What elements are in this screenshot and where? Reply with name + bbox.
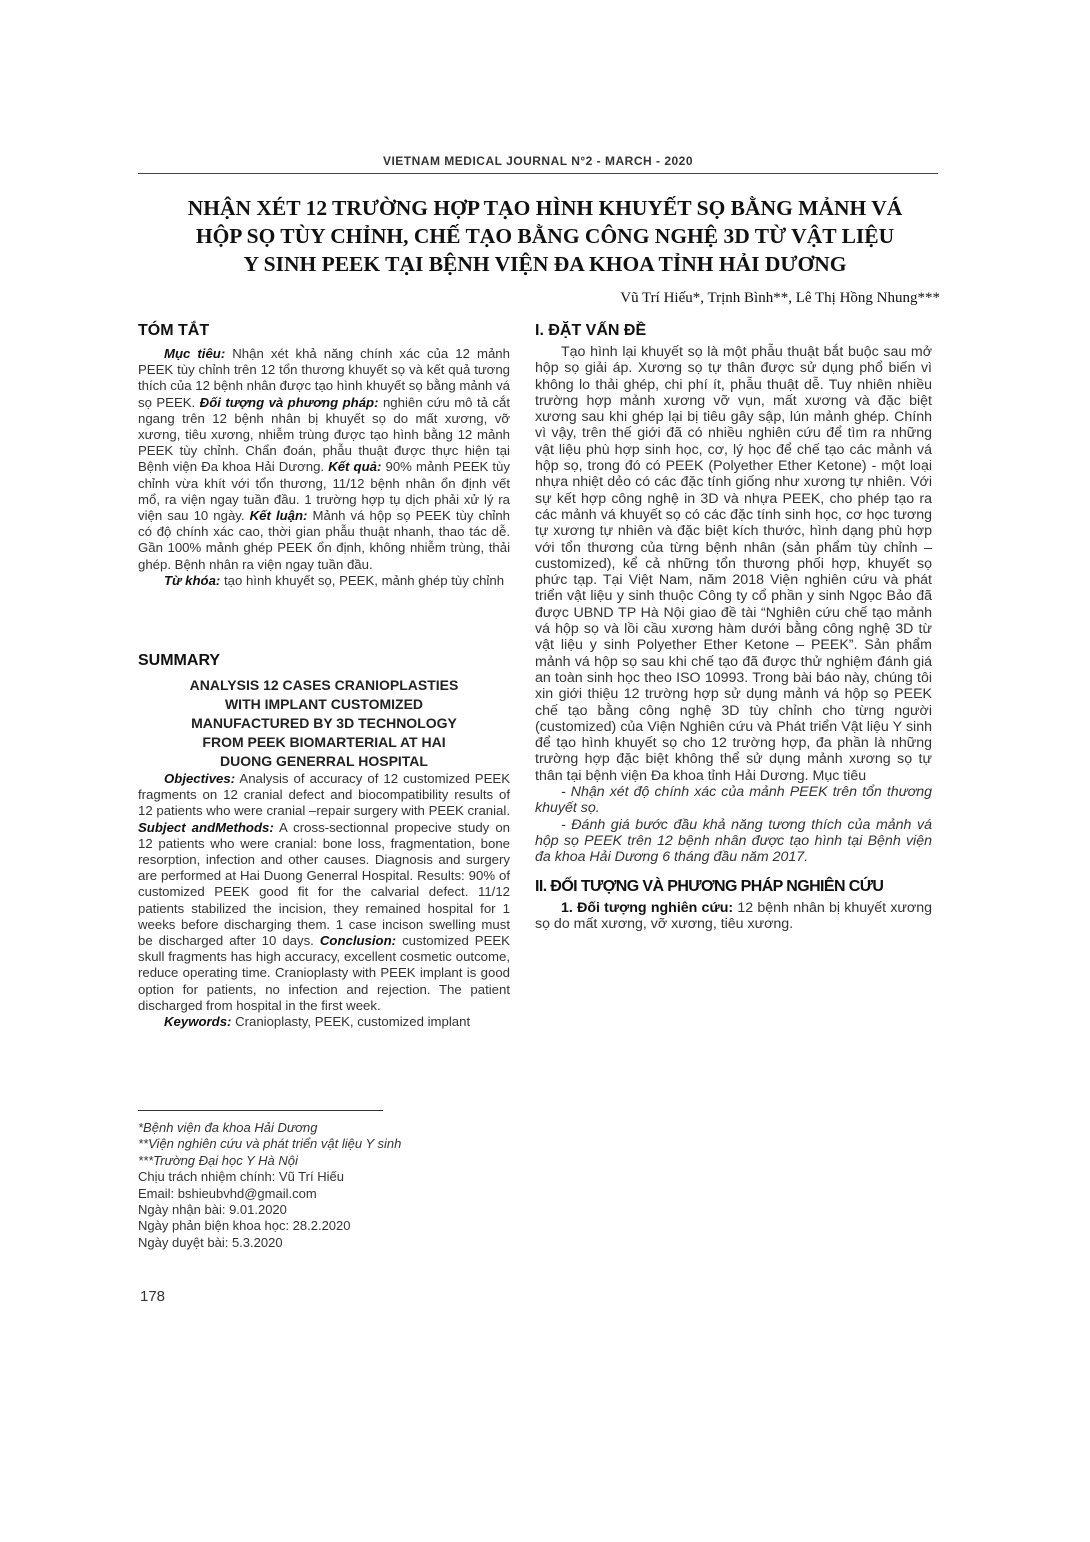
header-divider (138, 173, 938, 174)
label-methods: Subject andMethods: (138, 819, 274, 835)
article-title (130, 194, 960, 278)
abstract-en (138, 652, 510, 1030)
subsection-label: 1. Đối tượng nghiên cứu: (561, 899, 734, 916)
authors: Vũ Trí Hiếu*, Trịnh Bình**, Lê Thị Hồng Nhung*** (620, 290, 940, 306)
summary-heading: SUMMARY (138, 652, 221, 669)
label-methods: Đối tượng và phương pháp: (199, 394, 379, 410)
abstract-vi-body (138, 346, 510, 573)
text: Mảnh vá hộp sọ PEEK tùy chỉnh có độ chính xác cao, thời gian phẫu thuật nhanh, thao tác dễ. Gần 100% mảnh ghép PEEK ổn định, không nhiễm trùng, thải ghép. Bệnh nhân ra viện ngay tuần đầu. (138, 508, 511, 572)
section-introduction (535, 322, 932, 932)
subjects-paragraph (535, 900, 932, 933)
affiliation-1: *Bệnh viện đa khoa Hải Dương (138, 1120, 318, 1135)
label-conclusion: Kết luận: (249, 508, 308, 524)
keywords-en (138, 1014, 510, 1030)
label-results: Kết quả: (328, 459, 382, 475)
summary-title-line: FROM PEEK BIOMARTERIAL AT HAI (202, 734, 446, 750)
footnotes (138, 1120, 401, 1251)
date-reviewed: Ngày phản biện khoa học: 28.2.2020 (138, 1218, 351, 1234)
abstract-vi (138, 322, 510, 589)
keywords-vi (138, 573, 510, 589)
footnote-divider (138, 1110, 383, 1111)
section-1-heading: I. ĐẶT VẤN ĐỀ (535, 322, 647, 339)
label-objective: Mục tiêu: (164, 346, 226, 361)
label-keywords: Keywords: (164, 1014, 232, 1030)
label-keywords: Từ khóa: (164, 572, 221, 588)
intro-paragraph: Tạo hình lại khuyết sọ là một phẫu thuật bắt buộc sau mở hộp sọ giải áp. Xương sọ tự thân được sử dụng phổ biến vì không lo thải ghép, chi phí ít, phẫu thuật dễ. Tuy nhiên nhiều trường hợp mảnh xương vỡ vụn, mất xương và đặc biệt xương sau khi ghép lại bị tiêu gây sập, lún mảnh ghép. Chính vì vậy, trên thế giới đã có nhiều nghiên cứu để tìm ra những vật liệu phù hợp sinh học, cơ, lý học để chế tạo các mảnh vá hộp sọ, trong đó có PEEK (Polyether Ether Ketone) - một loại nhựa nhiệt dẻo có các đặc tính giống như xương tự nhiên. Với sự kết hợp công nghệ in 3D và nhựa PEEK, cho phép tạo ra các mảnh vá khuyết sọ có các đặc tính sinh học, cơ học tương tự xương tự nhiên và đặc biệt kích thước, hình dạng phù hợp với tổn thương của từng bệnh nhân (sản phẩm tùy chỉnh – customized), kể cả những tổn thương phối hợp, khuyết sọ phức tạp. Tại Việt Nam, năm 2018 Viện nghiên cứu và phát triển vật liệu y sinh thuộc Công ty cổ phần y sinh Ngọc Bảo đã được UBND TP Hà Nội giao đề tài “Nghiên cứu chế tạo mảnh vá hộp sọ và lồi cầu xương hàm dưới bằng công nghệ 3D từ vật liệu y sinh Polyether Ether Ketone – PEEK”. Sản phẩm mảnh vá hộp sọ sau khi chế tạo đã được thử nghiệm đánh giá an toàn sinh học theo ISO 10993. Trong bài báo này, chúng tôi xin giới thiệu 12 trường hợp sử dụng mảnh vá hộp sọ PEEK chế tạo bằng công nghệ 3D tùy chỉnh cho từng người (customized) của Viện Nghiên cứu và Phát triển Vật liệu Y sinh để tạo hình khuyết sọ cho 12 trường hợp, đa phần là những trường hợp đặc biệt không thể sử dụng mảnh xương sọ tự thân tại bệnh viện Đa khoa tỉnh Hải Dương. Mục tiêu (535, 344, 932, 784)
date-received: Ngày nhận bài: 9.01.2020 (138, 1202, 287, 1218)
text: 90% mảnh PEEK tùy chỉnh vừa khít với tổn thương, 11/12 bệnh nhân ổn định vết mổ, ra viện ngay tuần đầu. 1 trường hợp tụ dịch phải xử lý ra viện sau 10 ngày. (138, 459, 510, 524)
affiliation-2: **Viện nghiên cứu và phát triển vật liệu Y sinh (138, 1136, 402, 1152)
affiliation-3: ***Trường Đại học Y Hà Nội (138, 1152, 298, 1168)
text: Analysis of accuracy of 12 customized PEEK fragments on 12 cranial defect and biocompatibility results of 12 patients who were cranial –repair surgery with PEEK cranial. (138, 771, 510, 819)
journal-header: VIETNAM MEDICAL JOURNAL N°2 - MARCH - 2020 (382, 154, 694, 168)
text: 12 bệnh nhân bị khuyết xương sọ do mất xương, vỡ xương, tiêu xương. (535, 899, 932, 932)
abstract-vi-heading: TÓM TẮT (138, 322, 210, 339)
section-2-heading: II. ĐỐI TƯỢNG VÀ PHƯƠNG PHÁP NGHIÊN CỨU (535, 877, 884, 895)
label-objectives: Objectives: (164, 771, 236, 786)
text: A cross-sectionnal propecive study on 12 patients who were cranial: bone loss, fragmentation, bone resorption, infection and other causes. Diagnosis and surgery are performed at Hai Duong Generral Hospital. Results: 90% of customized PEEK good fit for the calvarial defect. 11/12 patients stabilized the incision, they remained hospital for 1 weeks before discharging them. 1 case incison swelling must be discharged after 10 days. (138, 819, 510, 949)
page-number: 178 (140, 1288, 166, 1305)
date-accepted: Ngày duyệt bài: 5.3.2020 (138, 1234, 283, 1250)
text: customized PEEK skull fragments has high accuracy, excellent cosmetic outcome, reduce operating time. Cranioplasty with PEEK implant is good option for patients, no infection and rejection. The patient discharged from hospital in the first week. (138, 933, 510, 1013)
summary-title-line: ANALYSIS 12 CASES CRANIOPLASTIES (189, 677, 459, 693)
title-line: NHẬN XÉT 12 TRƯỜNG HỢP TẠO HÌNH KHUYẾT SỌ BẰNG MẢNH VÁ (187, 196, 903, 220)
text: Nhận xét khả năng chính xác của 12 mảnh PEEK tùy chỉnh trên 12 tổn thương khuyết sọ và kết quả tương thích của 12 bệnh nhân được tạo hình khuyết sọ bằng mảnh vá sọ PEEK. (138, 346, 510, 410)
objective-1: - Nhận xét độ chính xác của mảnh PEEK trên tổn thương khuyết sọ. (535, 784, 932, 817)
corresponding-author: Chịu trách nhiệm chính: Vũ Trí Hiếu (138, 1169, 344, 1185)
title-line: Y SINH PEEK TẠI BỆNH VIỆN ĐA KHOA TỈNH HẢI DƯƠNG (243, 252, 847, 276)
summary-title-line: WITH IMPLANT CUSTOMIZED (224, 696, 424, 712)
summary-title (138, 676, 510, 771)
text: Cranioplasty, PEEK, customized implant (231, 1014, 471, 1030)
summary-title-line: DUONG GENERRAL HOSPITAL (220, 753, 428, 769)
text: tạo hình khuyết sọ, PEEK, mảnh ghép tùy chỉnh (220, 572, 505, 588)
abstract-en-body (138, 771, 510, 1014)
title-line: HỘP SỌ TÙY CHỈNH, CHẾ TẠO BẰNG CÔNG NGHỆ 3D TỪ VẬT LIỆU (195, 224, 895, 248)
email: Email: bshieubvhd@gmail.com (138, 1185, 317, 1201)
label-conclusion: Conclusion: (319, 933, 397, 949)
text: nghiên cứu mô tả cắt ngang trên 12 bệnh nhân bị khuyết sọ do mất xương, vỡ xương, tiêu xương, nhiễm trùng được tạo hình bằng 12 mảnh PEEK tùy chỉnh. Chẩn đoán, phẫu thuật được thực hiện tại Bệnh viện Đa khoa Hải Dương. (138, 394, 510, 475)
summary-title-line: MANUFACTURED BY 3D TECHNOLOGY (191, 715, 457, 731)
objective-2: - Đánh giá bước đầu khả năng tương thích của mảnh vá hộp sọ PEEK trên 12 bệnh nhân được tạo hình tại Bệnh viện đa khoa Hải Dương 6 tháng đầu năm 2017. (535, 816, 932, 866)
